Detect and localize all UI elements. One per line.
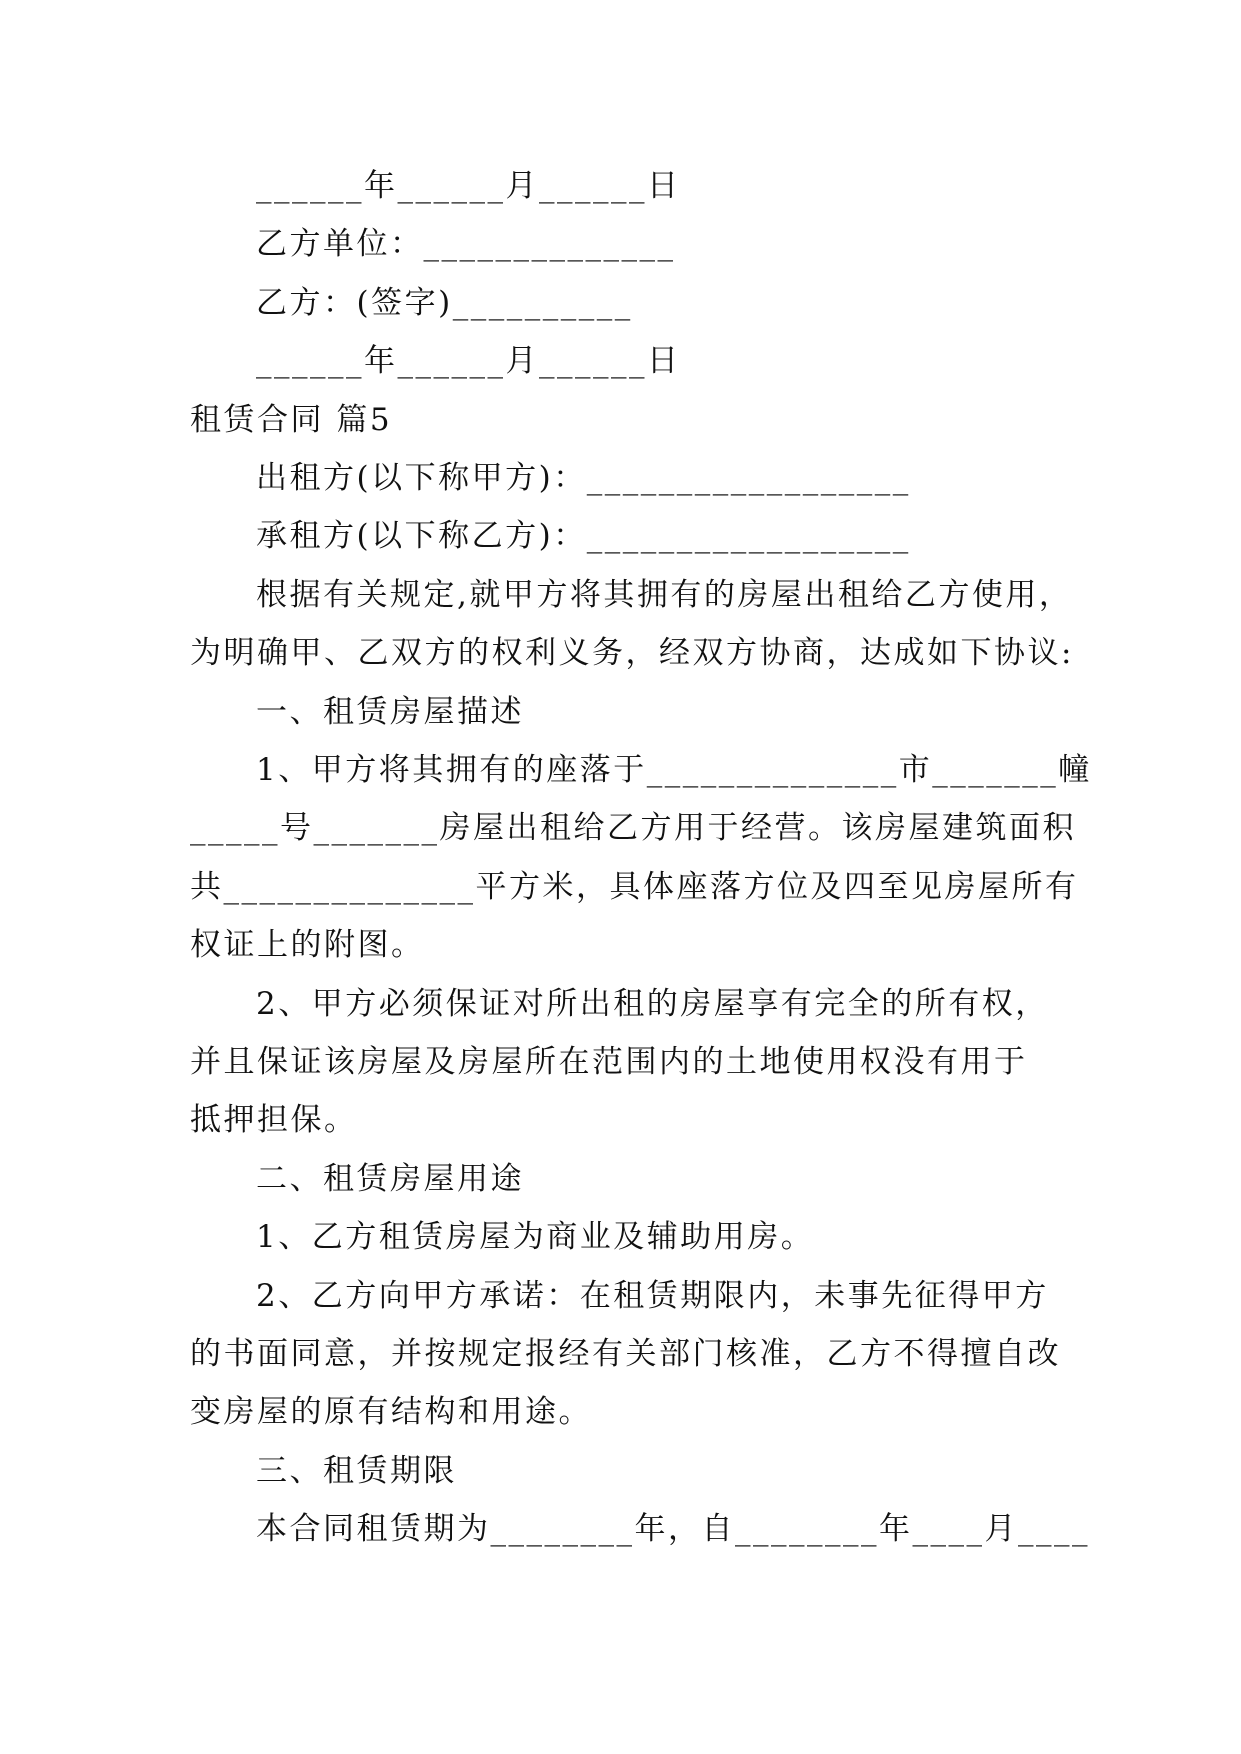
paragraph-line: 2、甲方必须保证对所出租的房屋享有完全的所有权， [256,986,1049,1022]
section-heading-2: 二、租赁房屋用途 [256,1161,524,1197]
date-line-2: ______年______月______日 [256,343,681,379]
paragraph-line: _____号_______房屋出租给乙方用于经营。该房屋建筑面积 [190,810,1076,846]
lessor-line: 出租方(以下称甲方)：__________________ [256,460,911,496]
paragraph-line: 变房屋的原有结构和用途。 [190,1394,592,1430]
paragraph-line: 并且保证该房屋及房屋所在范围内的土地使用权没有用于 [190,1044,1028,1080]
lessee-line: 承租方(以下称乙方)：__________________ [256,518,911,554]
paragraph-line: 权证上的附图。 [190,927,425,963]
paragraph-line: 根据有关规定,就甲方将其拥有的房屋出租给乙方使用， [256,577,1073,613]
party-b-signature-line: 乙方：(签字)__________ [256,285,633,321]
section-heading-3: 三、租赁期限 [256,1453,457,1489]
paragraph-line: 1、甲方将其拥有的座落于______________市_______幢 [256,752,1092,788]
section-heading-1: 一、租赁房屋描述 [256,694,524,730]
section-title: 租赁合同 篇5 [190,402,393,438]
date-line-1: ______年______月______日 [256,168,681,204]
paragraph-line: 2、乙方向甲方承诺：在租赁期限内，未事先征得甲方 [256,1278,1049,1314]
party-b-unit-line: 乙方单位：______________ [256,226,676,262]
paragraph-line: 1、乙方租赁房屋为商业及辅助用房。 [256,1219,815,1255]
paragraph-line: 抵押担保。 [190,1102,358,1138]
paragraph-line: 的书面同意，并按规定报经有关部门核准，乙方不得擅自改 [190,1336,1061,1372]
paragraph-line: 共______________平方米，具体座落方位及四至见房屋所有 [190,869,1079,905]
paragraph-line: 为明确甲、乙双方的权利义务，经双方协商，达成如下协议: [190,635,1074,671]
paragraph-line: 本合同租赁期为________年，自________年____月____ [256,1511,1090,1547]
